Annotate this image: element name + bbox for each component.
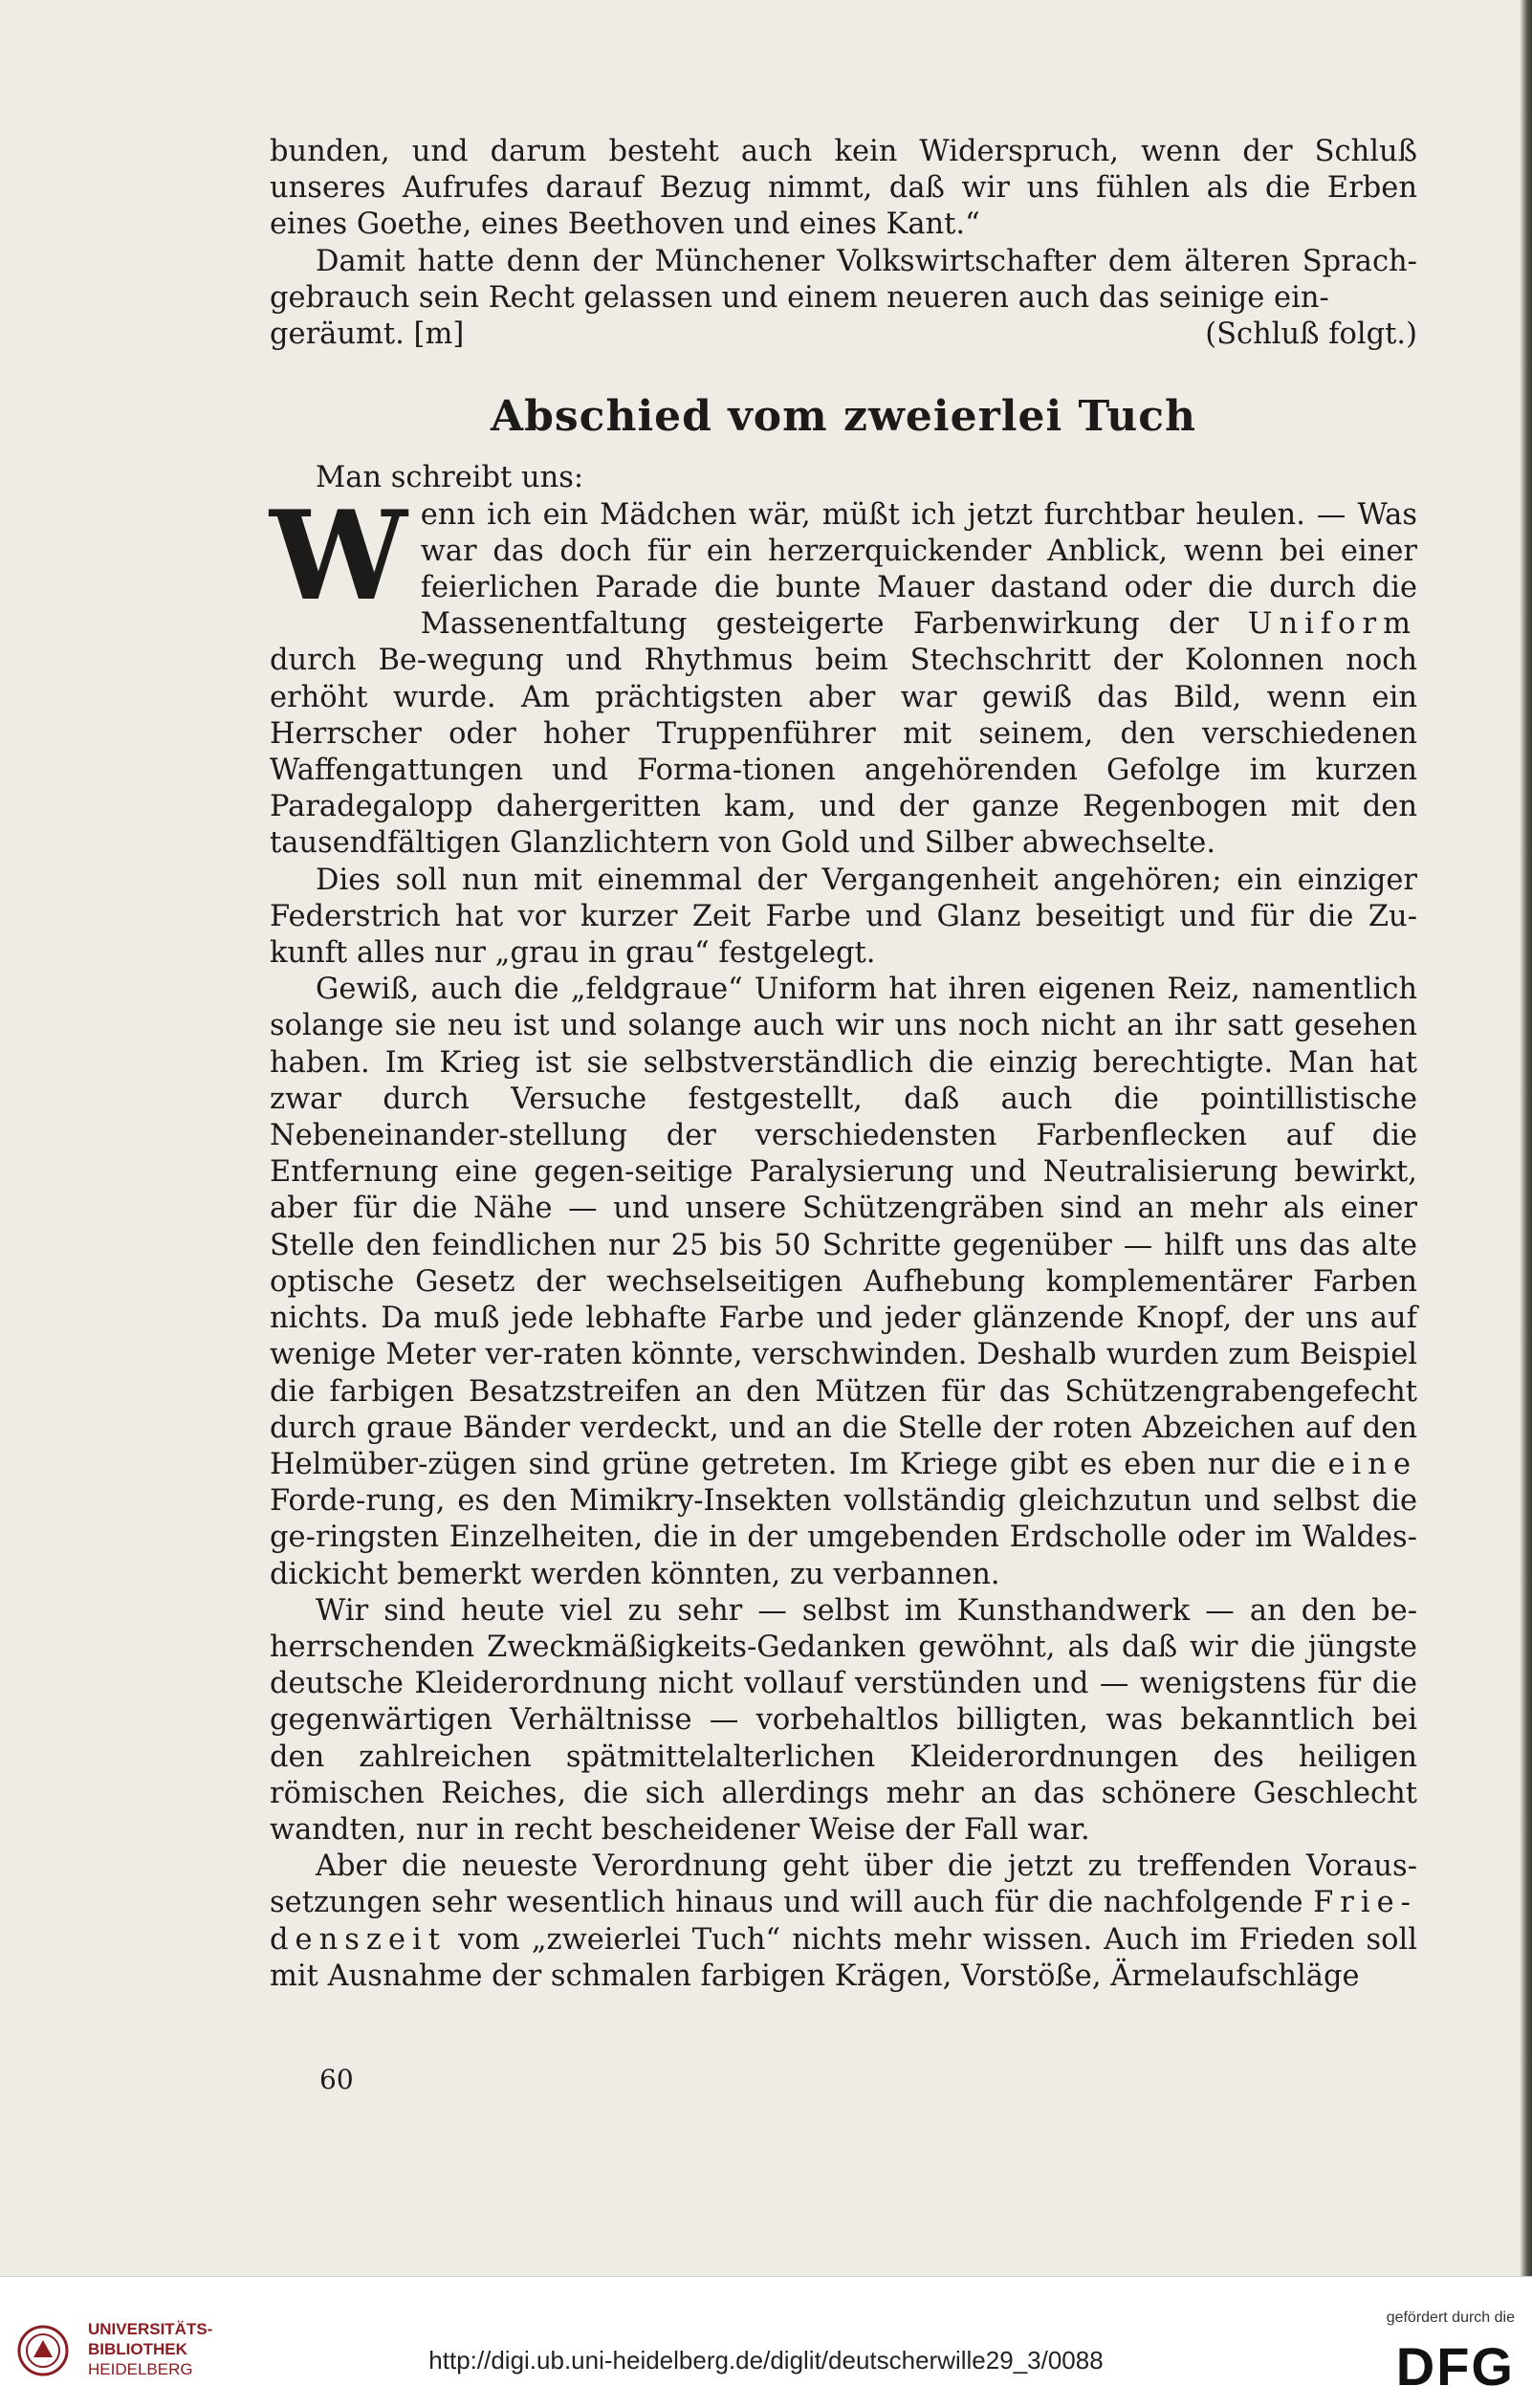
- institution-line-3: HEIDELBERG: [88, 2360, 193, 2378]
- paragraph-4: Wir sind heute viel zu sehr — selbst im Kunsthandwerk — an den be-herrschenden Zweckmäßigkeits-Gedanken gewöhnt, als daß wir die jüngste deutsche Kleiderordnung nicht vollauf verstünden und — wenigstens für die gegenwärtigen Verhältnisse — vorbehaltlos billigten, was bekanntlich bei den zahlreichen spätmittelalterlichen Kleiderordnungen des heiligen römischen Reiches, die sich allerdings mehr an das schönere Geschlecht wandten, nur in recht bescheidener Weise der Fall war.: [270, 1593, 1417, 1847]
- continuation-note: (Schluß folgt.): [1205, 317, 1417, 352]
- drop-cap: W: [270, 484, 407, 628]
- paragraph-3: [270, 972, 1417, 1592]
- article-title: Abschied vom zweierlei Tuch: [490, 392, 1196, 442]
- paragraph-intro-1: bunden, und darum besteht auch kein Widerspruch, wenn der Schluß unseres Aufrufes darauf Bezug nimmt, daß wir uns fühlen als die Erben eines Goethe, eines Beethoven und eines Kant.“: [270, 135, 1417, 242]
- paragraph-2: Dies soll nun mit einemmal der Vergangenheit angehören; ein einziger Federstrich hat vor kurzer Zeit Farbe und Glanz beseitigt und für die Zu-kunft alles nur „grau in grau“ festgelegt.: [270, 863, 1417, 971]
- paragraph-3-b: Forde-rung, es den Mimikry-Insekten vollständig gleichzutun und selbst die ge-ringsten Einzelheiten, die in der umgebenden Erdscholle oder im Waldes-dickicht bemerkt werden könnten, zu verbannen.: [270, 1484, 1417, 1591]
- page-edge-shadow: [1521, 0, 1532, 2276]
- paragraph-intro-2-text: Damit hatte denn der Münchener Volkswirtschafter dem älteren Sprach-gebrauch sein Recht gelassen und einem neueren auch das seinige ein-: [270, 244, 1417, 315]
- paragraph-3-a: Gewiß, auch die „feldgraue“ Uniform hat ihren eigenen Reiz, namentlich solange sie neu ist und solange auch wir uns noch nicht an ihr satt gesehen haben. Im Krieg ist sie selbstverständlich die einzig berechtigte. Man hat zwar durch Versuche festgestellt, daß auch die pointillistische Nebeneinander-stellung der verschiedensten Farbenflecken auf die Entfernung eine gegen-seitige Paralysierung und Neutralisierung bewirkt, aber für die Nähe — und unsere Schützengräben sind an mehr als einer Stelle den feindlichen nur 25 bis 50 Schritte gegenüber — hilft uns das alte optische Gesetz der wechselseitigen Aufhebung komplementärer Farben nichts. Da muß jede lebhafte Farbe und jeder glänzende Knopf, der uns auf wenige Meter ver-raten könnte, verschwinden. Deshalb wurden zum Beispiel die farbigen Besatzstreifen an den Mützen für das Schützengrabengefecht durch graue Bänder verdeckt, und an die Stelle der roten Abzeichen auf den Helmüber-zügen sind grüne getreten. Im Kriege gibt es eben nur die: [270, 973, 1417, 1481]
- page-number: 60: [319, 2064, 354, 2095]
- footer-bar: [0, 2276, 1532, 2408]
- paragraph-intro-2-lastline: [270, 317, 1417, 353]
- paragraph-1-a: enn ich ein Mädchen wär, müßt ich jetzt furchtbar heulen. — Was war das doch für ein herzerquickender Anblick, wenn bei einer feierlichen Parade die bunte Mauer dastand oder die durch die Massenentfaltung gesteigerte Farbenwirkung der: [420, 497, 1417, 642]
- paragraph-5: [270, 1849, 1417, 1995]
- paragraph-1-b: durch Be-wegung und Rhythmus beim Stechschritt der Kolonnen noch erhöht wurde. Am prächtigsten aber war gewiß das Bild, wenn ein Herrscher oder hoher Truppenführer mit seinem, den verschiedenen Waffengattungen und Forma-tionen angehörenden Gefolge im kurzen Paradegalopp dahergeritten kam, und der ganze Regenbogen mit den tausendfältigen Glanzlichtern von Gold und Silber abwechselte.: [270, 644, 1417, 861]
- paragraph-1: [270, 484, 1417, 863]
- institution-line-1: UNIVERSITÄTS-: [88, 2320, 213, 2338]
- source-url-link[interactable]: http://digi.ub.uni-heidelberg.de/diglit/deutscherwille29_3/0088: [428, 2346, 1104, 2375]
- spaced-word-friedenszeit: Frie-denszeit: [270, 1886, 1417, 1957]
- intro-lastline-left: geräumt. [m]: [270, 317, 465, 352]
- paragraph-5-b: vom „zweierlei Tuch“ nichts mehr wissen. Auch im Frieden soll mit Ausnahme der schmalen farbigen Krägen, Vorstöße, Ärmelaufschläge: [270, 1922, 1417, 1993]
- paragraph-5-a: Aber die neueste Verordnung geht über die jetzt zu treffenden Voraus-setzungen sehr wesentlich hinaus und will auch für die nachfolgende: [270, 1850, 1417, 1920]
- spaced-word-eine: eine: [1327, 1447, 1417, 1481]
- byline: Man schreibt uns:: [316, 461, 584, 495]
- funded-by-label: gefördert durch die: [1386, 2309, 1515, 2326]
- page-text-body: [270, 134, 1417, 1995]
- paragraph-intro-2: [270, 244, 1417, 317]
- institution-line-2: BIBLIOTHEK: [88, 2340, 187, 2358]
- spaced-word-uniform: Uniform: [1247, 607, 1417, 642]
- dfg-logo: DFG: [1395, 2336, 1515, 2397]
